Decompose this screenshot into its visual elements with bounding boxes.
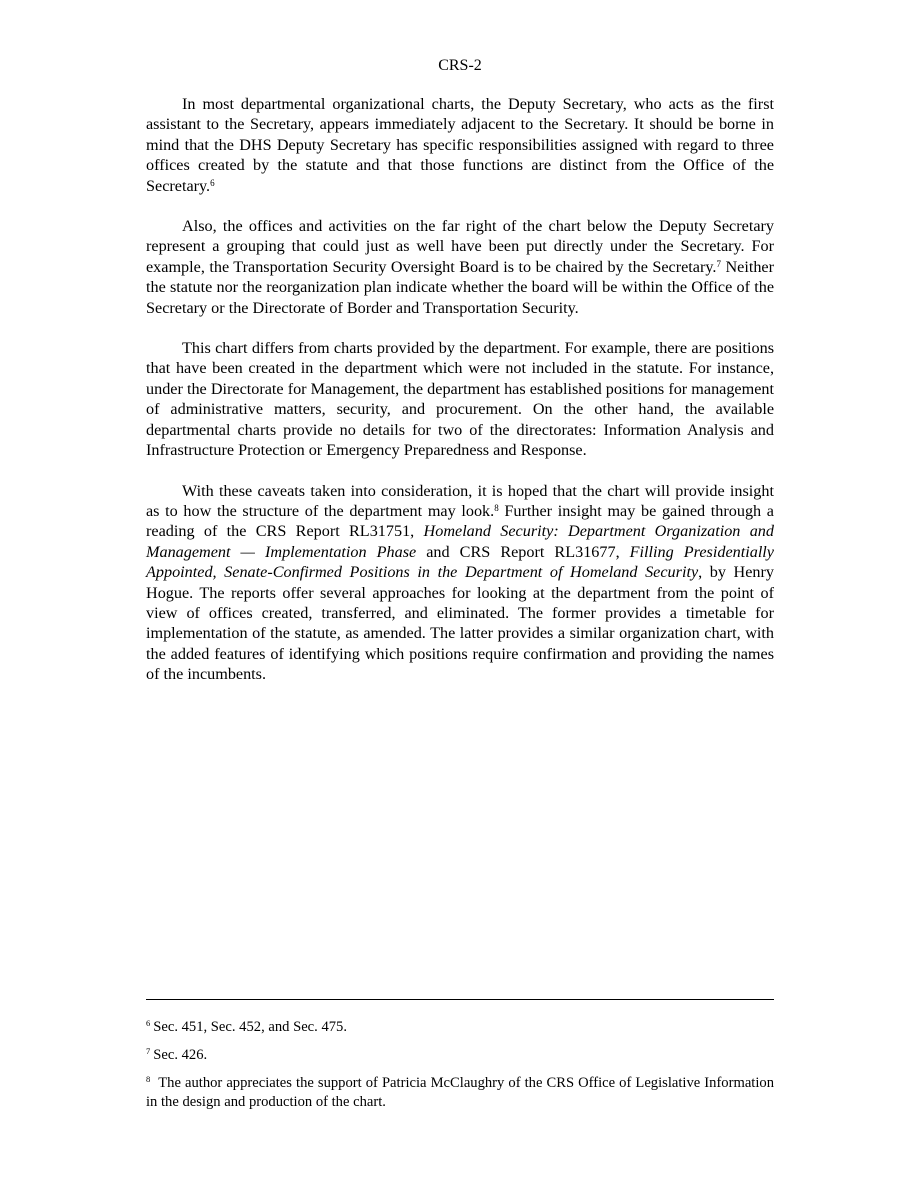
paragraph-text: Also, the offices and activities on the far right of the chart below the Deputy Secretary represent a grouping that could just as well have been put directly under the Secretary. For example, the Transportation Security Oversight Board is to be chaired by the Secretary. (146, 217, 774, 276)
footnote-text: Sec. 451, Sec. 452, and Sec. 475. (153, 1019, 347, 1035)
footnote-number: 8 (146, 1074, 151, 1084)
paragraph-text: and CRS Report RL31677, (416, 542, 630, 561)
footnote-text: The author appreciates the support of Patricia McClaughry of the CRS Office of Legislative Information in the design and production of the chart. (146, 1075, 774, 1110)
paragraph-text: This chart differs from charts provided by the department. For example, there are positions that have been created in the department which were not included in the statute. For instance, under the Directorate for Management, the department has established positions for management of administrative matters, security, and procurement. On the other hand, the available departmental charts provide no details for two of the directorates: Information Analysis and Infrastructure Protection or Emergency Preparedness and Response. (146, 339, 774, 460)
footnote (146, 1046, 774, 1065)
footnote-reference: 6 (210, 177, 215, 188)
footnote-divider (146, 999, 774, 1000)
footnotes (146, 1018, 774, 1121)
paragraph (146, 94, 774, 196)
footnote-number: 6 (146, 1018, 151, 1028)
paragraph (146, 338, 774, 460)
paragraph-text: With these caveats taken into consideration, it is hoped that the chart will provide insight as to how the structure of the department may look. (146, 481, 774, 520)
paragraph (146, 481, 774, 685)
paragraph-text: Further insight may be gained through a reading of the CRS Report RL31751, (146, 501, 774, 541)
footnote-text: Sec. 426. (153, 1047, 208, 1063)
report-title: Filling Presidentially Appointed, Senate-Confirmed Positions in the Department of Homeland Security (146, 542, 774, 582)
footnote (146, 1074, 774, 1112)
paragraph (146, 216, 774, 318)
footnote-number: 7 (146, 1046, 151, 1056)
footnote-reference: 7 (716, 258, 721, 269)
page-number-header: CRS-2 (438, 57, 482, 74)
paragraph-text: Neither the statute nor the reorganization plan indicate whether the board will be within the Office of the Secretary or the Directorate of Border and Transportation Security. (146, 257, 774, 317)
footnote-reference: 8 (494, 502, 499, 513)
footnote (146, 1018, 774, 1037)
body-text (146, 94, 774, 705)
paragraph-text: , by Henry Hogue. The reports offer several approaches for looking at the department from the point of view of offices created, transferred, and eliminated. The former provides a timetable for implementation of the statute, as amended. The latter provides a similar organization chart, with the added features of identifying which positions require confirmation and providing the names of the incumbents. (146, 563, 774, 684)
report-title: Homeland Security: Department Organization and Management — Implementation Phase (146, 522, 774, 561)
paragraph-text: In most departmental organizational charts, the Deputy Secretary, who acts as the first assistant to the Secretary, appears immediately adjacent to the Secretary. It should be borne in mind that the DHS Deputy Secretary has specific responsibilities assigned with regard to three offices created by the statute and that those functions are distinct from the Office of the Secretary. (146, 95, 774, 195)
